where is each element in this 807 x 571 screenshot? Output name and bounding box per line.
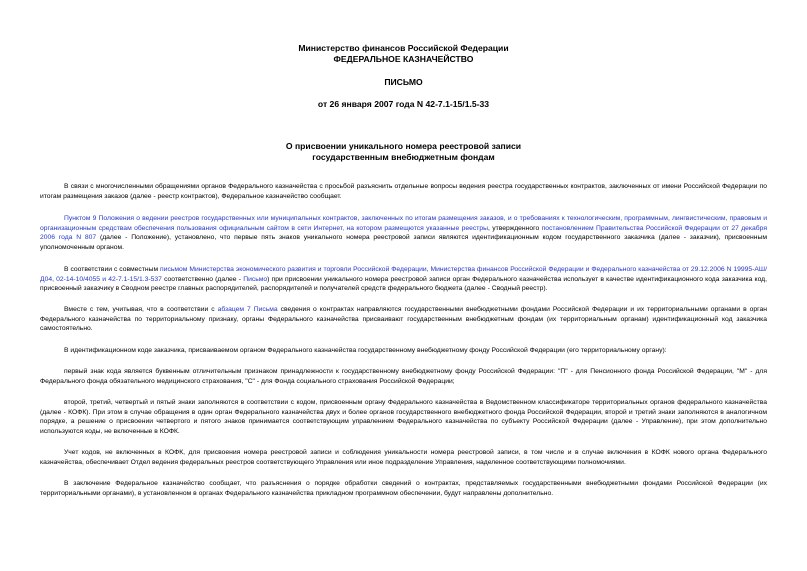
ministry-name: Министерство финансов Российской Федерации [298,43,509,53]
document-title-line-1: О присвоении уникального номера реестровой записи [285,141,522,151]
paragraph-text: сведения о контрактах направляются государственными внебюджетными фондами Российской Федерации и их территориальными органами в орган Федерального казначейства по территориальному признаку, органы Федерального казначейства присваивают государственным внебюджетным фондам (их территориальным органам) идентификационный код заказчика самостоятельно. [40,306,767,333]
paragraph-text: , утвержденного [487,224,542,232]
treasury-name: ФЕДЕРАЛЬНОЕ КАЗНАЧЕЙСТВО [333,54,474,64]
paragraph-second-fifth-signs: второй, третий, четвертый и пятый знаки заполняются в соответствии с кодом, присвоенным органу Федерального казначейства в Ведомственном классификаторе территориальных органов федерального казначейства (далее - КОФК). При этом в случае обращения в один орган Федерального казначейства двух и более органов государственного внебюджетного фонда Российской Федерации, второй и третий знаки заполняются в аналогичном порядке, а решение о присвоении четвертого и пятого знаков принимается соответствующим управлением Федерального казначейства по субъекту Российской Федерации (далее - Управление), при этом дополнительно используются коды, не включенные в КОФК. [40,399,767,435]
paragraph-first-sign: первый знак кода является буквенным отличительным признаком принадлежности к государственному внебюджетному фонду Российской Федерации: "П" - для Пенсионного фонда Российской Федерации, "М" - для Федерального фонда обязательного медицинского страхования, "С" - для Фонда социального страхования Российской Федерации; [40,368,767,385]
document-date-number: от 26 января 2007 года N 42-7.1-15/1.5-33 [317,99,490,109]
paragraph-conclusion: В заключение Федеральное казначейство сообщает, что разъяснения о порядке обработки сведений о контрактах, представляемых государственными внебюджетными фондами Российской Федерации (их территориальными органами), в установленном в органах Федерального казначейства прикладном программном обеспечении, будут направлены дополнительно. [40,480,767,497]
paragraph-text: ) при присвоении уникального номера реестровой записи орган Федерального казначейства использует в качестве идентификационного кода заказчика код, присвоенный заказчику в Сводном реестре главных распорядителей, распорядителей и получателей средств федерального бюджета (далее - Сводный реестр). [40,275,767,293]
letter-link[interactable]: Письмо [243,275,268,283]
paragraph-code-structure: В идентификационном коде заказчика, присваиваемом органом Федерального казначейства государственному внебюджетному фонду Российской Федерации (его территориальному органу): [64,347,667,354]
paragraph-text: В соответствии с совместным [64,266,161,273]
paragraph-intro: В связи с многочисленными обращениями органов Федерального казначейства с просьбой разъяснить отдельные вопросы ведения реестра государственных контрактов, заключенных от имени Российской Федерации по итогам размещения заказов (далее - реестр контрактов), Федеральное казначейство сообщает. [40,183,767,200]
paragraph-text: соответственно (далее - [161,275,244,283]
paragraph-funds-codes [40,305,767,334]
document-title-line-2: государственным внебюджетным фондам [312,152,495,162]
government-decree-link[interactable]: постановлением Правительства Российской Федерации от 27 декабря 2006 года N 807 [40,224,767,242]
paragraph-code-accounting: Учет кодов, не включенных в КОФК, для присвоения номера реестровой записи и соблюдения уникальности номера реестровой записи, в том числе и в случае включения в КОФК нового органа Федерального казначейства, обеспечивает Отдел ведения федеральных реестров соответствующего Управления или иное подразделение Управления, наделенное соответствующими полномочиями. [40,449,767,466]
joint-letter-link[interactable]: письмом Министерства экономического развития и торговли Российской Федерации, Министерства финансов Российской Федерации и Федерального казначейства от 29.12.2006 N 19995-АШ/Д04, 02-14-10/4055 и 42-7.1-15/1.3-537 [40,266,767,283]
paragraph-joint-letter [40,265,767,294]
paragraph-text: (далее - Положение), установлено, что первые пять знаков уникального номера реестровой записи являются идентификационным кодом государственного заказчика (далее - заказчик), присвоенным уполномоченным органом. [40,234,767,251]
paragraph-text: Вместе с тем, учитывая, что в соответствии с [64,306,218,313]
document-type: ПИСЬМО [384,77,423,87]
paragraph-regulation [40,214,767,252]
regulation-link[interactable]: Пунктом 9 Положения о ведении реестров государственных или муниципальных контрактов, заключенных по итогам размещения заказов, и о требованиях к технологическим, программным, лингвистическим, правовым и организационным средствам обеспечения пользования официальным сайтом в сети Интернет, на котором размещются указанные реестры [40,215,767,232]
paragraph-7-letter-link[interactable]: абзацем 7 Письма [217,306,278,313]
